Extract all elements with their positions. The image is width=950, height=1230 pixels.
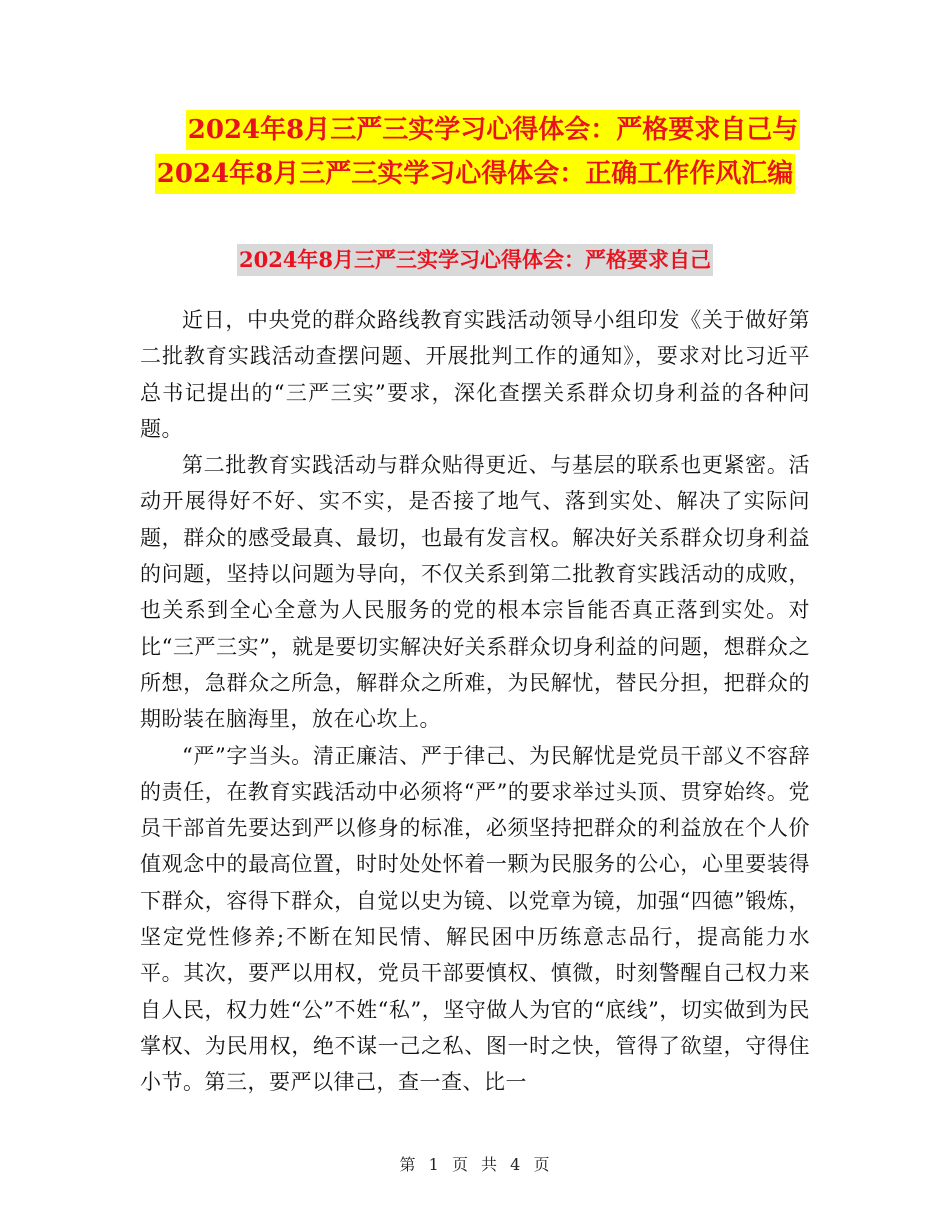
paragraph-1: 近日，中央党的群众路线教育实践活动领导小组印发《关于做好第二批教育实践活动查摆问题、开展批判工作的通知》，要求对比习近平总书记提出的“三严三实”要求，深化查摆关系群众切身利益的各种问题。 xyxy=(140,308,810,441)
paragraph-2: 第二批教育实践活动与群众贴得更近、与基层的联系也更紧密。活动开展得好不好、实不实，是否接了地气、落到实处、解决了实际问题，群众的感受最真、最切，也最有发言权。解决好关系群众切身利益的问题，坚持以问题为导向，不仅关系到第二批教育实践活动的成败，也关系到全心全意为人民服务的党的根本宗旨能否真正落到实处。对比“三严三实”，就是要切实解决好关系群众切身利益的问题，想群众之所想，急群众之所急，解群众之所难，为民解忧，替民分担，把群众的期盼装在脑海里，放在心坎上。 xyxy=(140,453,810,732)
footer-word-ye: 页 xyxy=(451,1155,469,1174)
footer-word-gong: 共 xyxy=(481,1155,499,1174)
title-line-2: 2024年8月三严三实学习心得体会：正确工作作风汇编 xyxy=(155,154,795,194)
document-title xyxy=(0,110,950,198)
footer-word-di: 第 xyxy=(399,1155,417,1174)
page-footer xyxy=(0,1152,950,1175)
section-heading-text: 2024年8月三严三实学习心得体会：严格要求自己 xyxy=(237,244,713,276)
paragraph-3: “严”字当头。清正廉洁、严于律己、为民解忧是党员干部义不容辞的责任，在教育实践活动中必须将“严”的要求举过头顶、贯穿始终。党员干部首先要达到严以修身的标准，必须坚持把群众的利益放在个人价值观念中的最高位置，时时处处怀着一颗为民服务的公心，心里要装得下群众，容得下群众，自觉以史为镜、以党章为镜，加强“四德”锻炼，坚定党性修养;不断在知民情、解民困中历练意志品行，提高能力水平。其次，要严以用权，党员干部要慎权、慎微，时刻警醒自己权力来自人民，权力姓“公”不姓“私”，坚守做人为官的“底线”，切实做到为民掌权、为民用权，绝不谋一己之私、图一时之快，管得了欲望，守得住小节。第三，要严以律己，查一查、比一 xyxy=(140,743,810,1095)
title-line-1: 2024年8月三严三实学习心得体会：严格要求自己与 xyxy=(186,110,800,150)
footer-word-ye-2: 页 xyxy=(533,1155,551,1174)
current-page-number: 1 xyxy=(428,1155,440,1174)
total-pages-number: 4 xyxy=(510,1155,522,1174)
section-heading xyxy=(0,244,950,276)
document-body xyxy=(140,302,810,1101)
